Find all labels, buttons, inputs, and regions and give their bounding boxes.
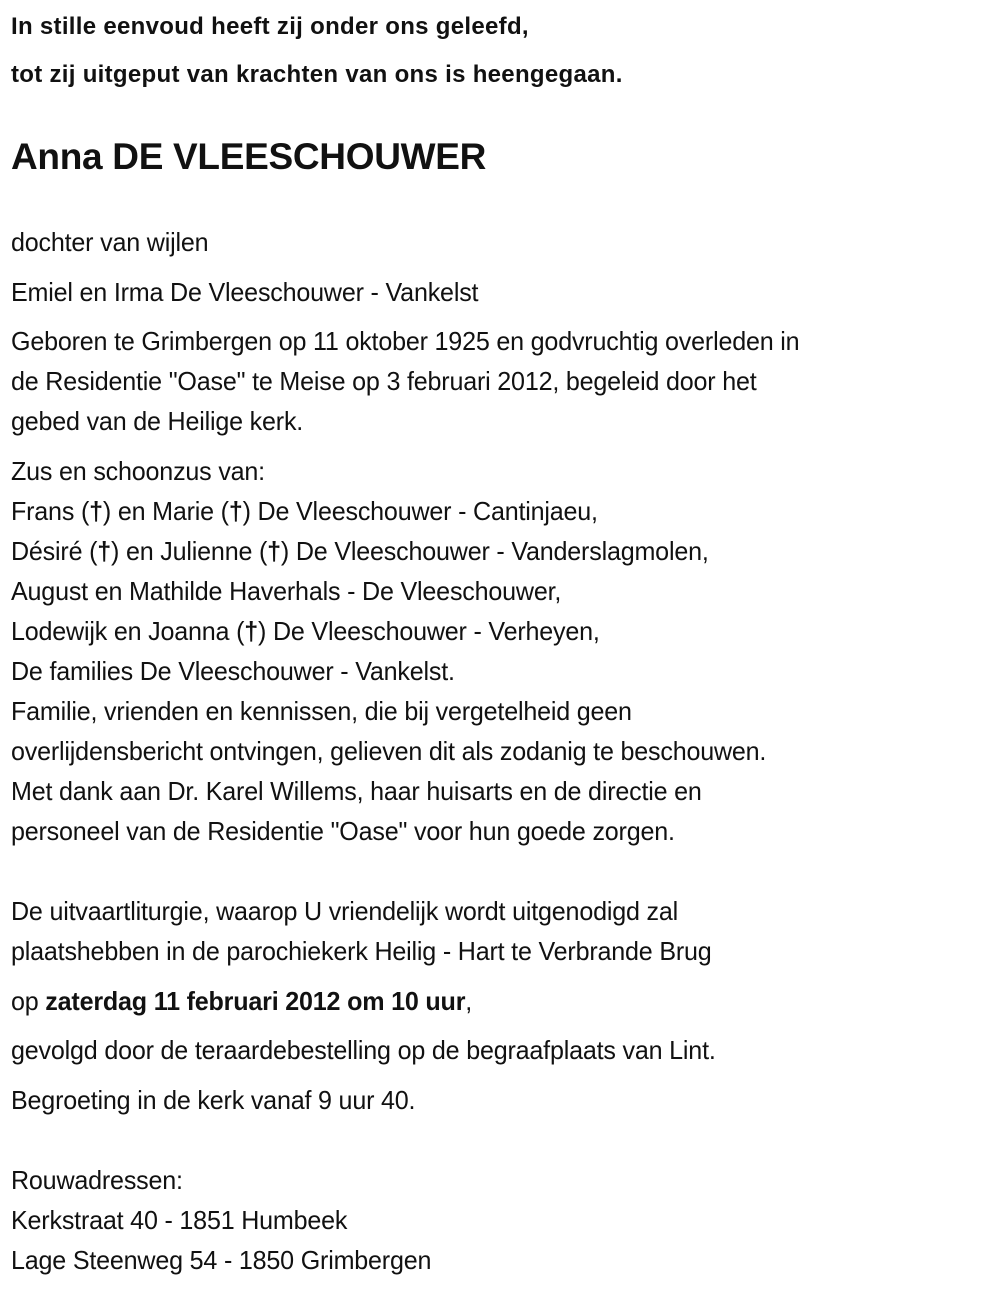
deceased-cross-icon: † [228,496,243,526]
funeral-line-1: De uitvaartliturgie, waarop U vriendelijk wordt uitgenodigd zal [11,896,679,926]
greeting-line: Begroeting in de kerk vanaf 9 uur 40. [11,1085,416,1115]
parents-label: dochter van wijlen [11,227,209,257]
address-1: Kerkstraat 40 - 1851 Humbeek [11,1205,348,1235]
parents-names: Emiel en Irma De Vleeschouwer - Vankelst [11,277,479,307]
sibling-line-2 [11,531,709,571]
sibling-text: ) en Julienne ( [111,536,268,566]
biography-line-3: gebed van de Heilige kerk. [11,406,304,436]
burial-line: gevolgd door de teraardebestelling op de begraafplaats van Lint. [11,1035,716,1065]
sibling-text: Désiré ( [11,536,98,566]
funeral-date-line [11,981,472,1021]
sibling-line-1 [11,491,598,531]
intro-verse-line-1: In stille eenvoud heeft zij onder ons geleefd, [11,13,529,40]
deceased-cross-icon: † [89,496,103,526]
sibling-line-3: August en Mathilde Haverhals - De Vleeschouwer, [11,576,562,606]
siblings-label: Zus en schoonzus van: [11,456,265,486]
funeral-date-suffix: , [465,986,473,1016]
sibling-text: Lodewijk en Joanna ( [11,616,245,646]
sibling-text: Frans ( [11,496,90,526]
funeral-date: zaterdag 11 februari 2012 om 10 uur [45,986,466,1016]
address-2: Lage Steenweg 54 - 1850 Grimbergen [11,1245,432,1275]
funeral-line-2: plaatshebben in de parochiekerk Heilig - Hart te Verbrande Brug [11,936,712,966]
sibling-line-4 [11,611,600,651]
sibling-text: ) De Vleeschouwer - Vanderslagmolen, [280,536,709,566]
intro-verse-line-2: tot zij uitgeput van krachten van ons is heengegaan. [11,61,623,88]
sibling-text: ) en Marie ( [102,496,229,526]
sibling-text: ) De Vleeschouwer - Verheyen, [258,616,600,646]
thanks-line-2: personeel van de Residentie "Oase" voor hun goede zorgen. [11,816,675,846]
notice-line-1: Familie, vrienden en kennissen, die bij vergetelheid geen [11,696,632,726]
deceased-name: Anna DE VLEESCHOUWER [11,136,487,177]
thanks-line-1: Met dank aan Dr. Karel Willems, haar huisarts en de directie en [11,776,702,806]
deceased-cross-icon: † [97,536,112,566]
notice-line-2: overlijdensbericht ontvingen, gelieven dit als zodanig te beschouwen. [11,736,767,766]
deceased-cross-icon: † [267,536,281,566]
biography-line-1: Geboren te Grimbergen op 11 oktober 1925 en godvruchtig overleden in [11,326,800,356]
deceased-cross-icon: † [244,616,259,646]
addresses-label: Rouwadressen: [11,1165,183,1195]
funeral-date-prefix: op [11,986,46,1016]
sibling-line-5: De families De Vleeschouwer - Vankelst. [11,656,455,686]
biography-line-2: de Residentie "Oase" te Meise op 3 februari 2012, begeleid door het [11,366,757,396]
sibling-text: ) De Vleeschouwer - Cantinjaeu, [242,496,598,526]
